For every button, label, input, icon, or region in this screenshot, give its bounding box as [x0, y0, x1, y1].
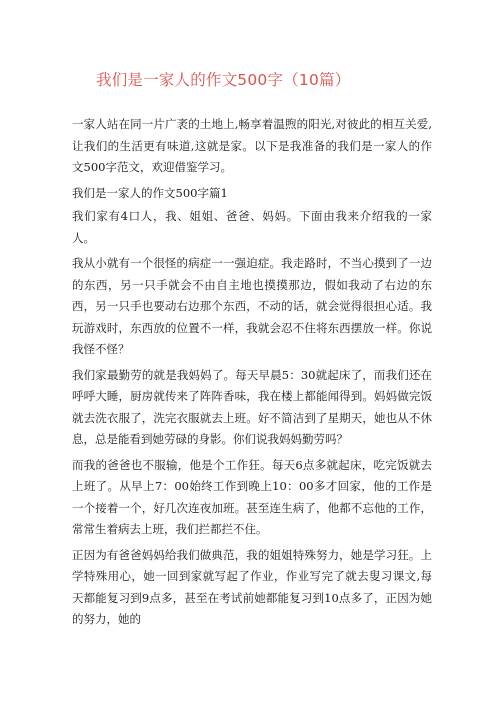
- body-paragraph: 我们家最勤劳的就是我妈妈了。每天早晨5：30就起床了，而我们还在呼呼大睡，厨房就传来了阵阵香味，我在楼上都能闻得到。妈妈做完饭就去洗衣服了，洗完衣服就去上班。好不简洁到了星期天，她也从不休息，总是能看到她劳碌的身影。你们说我妈妈勤劳吗？: [72, 367, 432, 446]
- body-paragraph: 我们家有4口人，我、姐姐、爸爸、妈妈。下面由我来介绍我的一家人。: [72, 209, 432, 245]
- section-subtitle: 我们是一家人的作文500字篇1: [72, 185, 228, 200]
- document-body: [72, 114, 432, 635]
- body-paragraph: 我从小就有一个很怪的病症一一强迫症。我走路时，不当心摸到了一边的东西，另一只手就会不由自主地也摸摸那边，假如我动了右边的东西，另一只手也要动右边那个东西，不动的话，就会觉得很担心适。我玩游戏时，东西放的位置不一样，我就会忍不住将东西摆放一样。你说我怪不怪？: [72, 256, 432, 356]
- body-paragraph: 而我的爸爸也不服输，他是个工作狂。每天6点多就起床，吃完饭就去上班了。从早上7：00始终工作到晚上10：00多才回家，他的工作是一个接着一个，好几次连夜加班。甚至连生病了，他都不忘他的工作，常常生着病去上班，我们拦都拦不住。: [72, 457, 432, 536]
- body-paragraph: 正因为有爸爸妈妈给我们做典范，我的姐姐特殊努力，她是学习狂。上学特殊用心，她一回到家就写起了作业，作业写完了就去叟习课文,每天都能复习到9点多，甚至在考试前她都能复习到10点多了，正因为她的努力，她的: [72, 547, 432, 626]
- document-title: 我们是一家人的作文500字（10篇）: [96, 71, 351, 89]
- intro-paragraph: 一家人站在同一片广袤的土地上,畅享着温煦的阳光,对彼此的相互关爱,让我们的生活更有味道,这就是家。以下是我准备的我们是一家人的作文500字范文，欢迎借鉴学习。: [72, 117, 432, 174]
